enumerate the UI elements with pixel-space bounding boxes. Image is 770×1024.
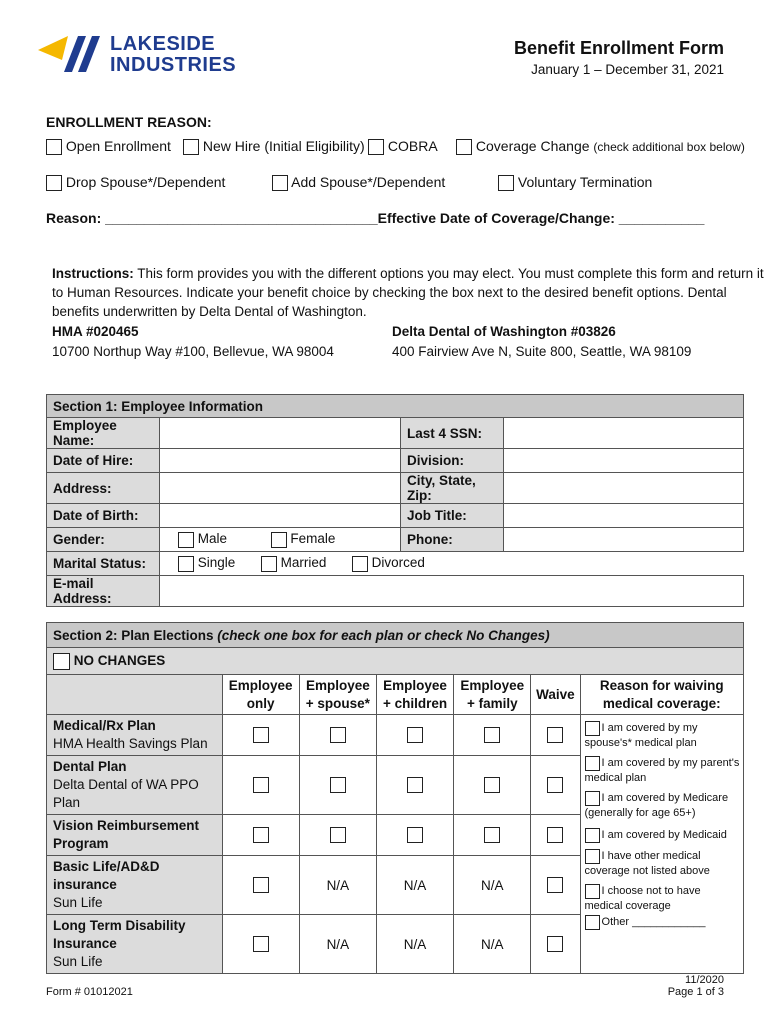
life-family-na: N/A [454, 856, 531, 915]
medical-employee-only-checkbox[interactable] [253, 727, 269, 743]
life-waive-checkbox[interactable] [547, 877, 563, 893]
col-employee-children: Employee + children [376, 675, 453, 715]
medical-employee-children-checkbox[interactable] [407, 727, 423, 743]
form-title: Benefit Enrollment Form [513, 38, 724, 58]
reason-parent-checkbox[interactable] [585, 756, 600, 771]
delta-title: Delta Dental of Washington #03826 [392, 324, 616, 339]
plan-elections-table [46, 622, 744, 974]
cobra-option[interactable] [368, 138, 438, 155]
vision-employee-spouse-checkbox[interactable] [330, 827, 346, 843]
instructions-text-2: to Human Resources. Indicate your benefit choice by checking the box next to the desired benefit options. Dental [52, 285, 727, 300]
male-label: Male [197, 531, 228, 547]
waiver-reasons-list [580, 715, 743, 974]
open-enrollment-option[interactable] [46, 138, 171, 155]
reason-no-coverage-checkbox[interactable] [585, 884, 600, 899]
vision-employee-only-checkbox[interactable] [253, 827, 269, 843]
no-changes-checkbox[interactable] [53, 653, 70, 670]
life-employee-only-checkbox[interactable] [253, 877, 269, 893]
plan-ltd: Long Term Disability Insurance Sun Life [47, 915, 223, 974]
single-checkbox[interactable] [178, 556, 194, 572]
voluntary-termination-label: Voluntary Termination [517, 174, 653, 190]
marital-options [160, 552, 744, 576]
coverage-change-option[interactable] [456, 138, 745, 155]
address-field[interactable] [160, 473, 401, 504]
last4-ssn-field[interactable] [504, 418, 744, 449]
reason-no-coverage[interactable]: I choose not to have medical coverage [584, 885, 701, 912]
medical-employee-family-checkbox[interactable] [484, 727, 500, 743]
dental-employee-children-checkbox[interactable] [407, 777, 423, 793]
divorced-checkbox[interactable] [352, 556, 368, 572]
plan-dental: Dental Plan Delta Dental of WA PPO Plan [47, 756, 223, 815]
hma-title: HMA #020465 [52, 324, 139, 339]
employee-info-table [46, 394, 744, 607]
date-of-hire-label: Date of Hire: [47, 449, 160, 473]
gender-label: Gender: [47, 528, 160, 552]
enroll-row2 [46, 174, 746, 194]
date-of-hire-field[interactable] [160, 449, 401, 473]
married-checkbox[interactable] [261, 556, 277, 572]
vision-waive-checkbox[interactable] [547, 827, 563, 843]
city-state-zip-label: City, State, Zip: [401, 473, 504, 504]
instructions-block [52, 264, 764, 321]
job-title-label: Job Title: [401, 504, 504, 528]
add-spouse-checkbox[interactable] [272, 175, 288, 191]
section2-title-note: (check one box for each plan or check No Changes) [213, 627, 550, 643]
add-spouse-label: Add Spouse*/Dependent [291, 174, 446, 190]
page-number: Page 1 of 3 [667, 986, 724, 998]
marital-status-label: Marital Status: [47, 552, 160, 576]
instructions-text-3: benefits underwritten by Delta Dental of Washington. [52, 304, 367, 319]
enrollment-heading: ENROLLMENT REASON: [46, 114, 212, 130]
col-employee-spouse: Employee + spouse* [299, 675, 376, 715]
reason-medicaid-checkbox[interactable] [585, 828, 600, 843]
coverage-change-checkbox[interactable] [456, 139, 472, 155]
email-field[interactable] [160, 576, 744, 607]
cobra-label: COBRA [387, 138, 438, 154]
ltd-spouse-na: N/A [299, 915, 376, 974]
col-employee-family: Employee + family [454, 675, 531, 715]
ltd-waive-checkbox[interactable] [547, 936, 563, 952]
drop-spouse-label: Drop Spouse*/Dependent [65, 174, 226, 190]
form-dates: January 1 – December 31, 2021 [531, 62, 724, 77]
phone-label: Phone: [401, 528, 504, 552]
no-changes-row [47, 648, 744, 675]
instructions-text-1: This form provides you with the different options you may elect. You must complete this form and return it [133, 266, 764, 281]
life-spouse-na: N/A [299, 856, 376, 915]
job-title-field[interactable] [504, 504, 744, 528]
new-hire-label: New Hire (Initial Eligibility) [202, 138, 365, 154]
new-hire-checkbox[interactable] [183, 139, 199, 155]
address-label: Address: [47, 473, 160, 504]
coverage-change-label: Coverage Change [475, 138, 590, 154]
enroll-row1 [46, 138, 746, 158]
life-children-na: N/A [376, 856, 453, 915]
dob-label: Date of Birth: [47, 504, 160, 528]
dental-employee-family-checkbox[interactable] [484, 777, 500, 793]
col-waive: Waive [531, 675, 580, 715]
reason-other-coverage[interactable]: I have other medical coverage not listed above [584, 850, 710, 877]
add-spouse-option[interactable] [272, 174, 445, 191]
reason-other-checkbox[interactable] [585, 915, 600, 930]
ltd-children-na: N/A [376, 915, 453, 974]
employee-name-field[interactable] [160, 418, 401, 449]
open-enrollment-checkbox[interactable] [46, 139, 62, 155]
last4-ssn-label: Last 4 SSN: [401, 418, 504, 449]
open-enrollment-label: Open Enrollment [65, 138, 171, 154]
email-label: E-mail Address: [47, 576, 160, 607]
voluntary-termination-checkbox[interactable] [498, 175, 514, 191]
female-label: Female [290, 531, 336, 547]
gender-options [160, 528, 401, 552]
medical-waive-checkbox[interactable] [547, 727, 563, 743]
ltd-employee-only-checkbox[interactable] [253, 936, 269, 952]
phone-field[interactable] [504, 528, 744, 552]
no-changes-label: NO CHANGES [73, 652, 166, 668]
reason-parent-plan[interactable]: I am covered by my parent's medical plan [584, 757, 740, 784]
cobra-checkbox[interactable] [368, 139, 384, 155]
drop-spouse-checkbox[interactable] [46, 175, 62, 191]
company-logo [38, 32, 238, 76]
new-hire-option[interactable] [183, 138, 365, 155]
single-label: Single [197, 555, 236, 571]
divorced-label: Divorced [371, 555, 425, 571]
plan-medical: Medical/Rx Plan HMA Health Savings Plan [47, 715, 223, 756]
medical-employee-spouse-checkbox[interactable] [330, 727, 346, 743]
col-reason-waiving: Reason for waiving medical coverage: [580, 675, 743, 715]
col-employee-only: Employee only [222, 675, 299, 715]
logo-mark-icon [38, 32, 104, 76]
city-state-zip-field[interactable] [504, 473, 744, 504]
dental-employee-spouse-checkbox[interactable] [330, 777, 346, 793]
employee-name-label: Employee Name: [47, 418, 160, 449]
reason-medicaid[interactable]: I am covered by Medicaid [585, 828, 741, 843]
ltd-family-na: N/A [454, 915, 531, 974]
reason-effective-line: Reason: ___________________________________Effective Date of Coverage/Change: ___________ [46, 210, 705, 226]
logo-text-line1: LAKESIDE [110, 33, 216, 55]
section1-title: Section 1: Employee Information [47, 395, 744, 418]
married-label: Married [280, 555, 327, 571]
reason-spouse-checkbox[interactable] [585, 721, 600, 736]
delta-info [392, 322, 691, 362]
vision-employee-children-checkbox[interactable] [407, 827, 423, 843]
plan-header-blank [47, 675, 223, 715]
logo-text-line2: INDUSTRIES [110, 54, 237, 76]
drop-spouse-option[interactable] [46, 174, 225, 191]
vision-employee-family-checkbox[interactable] [484, 827, 500, 843]
hma-address: 10700 Northup Way #100, Bellevue, WA 98004 [52, 344, 334, 359]
dental-employee-only-checkbox[interactable] [253, 777, 269, 793]
dental-waive-checkbox[interactable] [547, 777, 563, 793]
hma-info [52, 322, 334, 362]
reason-spouse-plan[interactable]: I am covered by my spouse's* medical plan [584, 722, 698, 749]
section2-title: Section 2: Plan Elections [53, 627, 214, 643]
female-checkbox[interactable] [271, 532, 287, 548]
division-label: Division: [401, 449, 504, 473]
male-checkbox[interactable] [178, 532, 194, 548]
dob-field[interactable] [160, 504, 401, 528]
plan-vision: Vision Reimbursement Program [47, 815, 223, 856]
delta-address: 400 Fairview Ave N, Suite 800, Seattle, WA 98109 [392, 344, 692, 359]
reason-other-coverage-checkbox[interactable] [585, 849, 600, 864]
coverage-change-note: (check additional box below) [593, 140, 745, 154]
instructions-label: Instructions: [52, 266, 134, 281]
reason-medicare-checkbox[interactable] [585, 791, 600, 806]
section2-title-cell [47, 623, 744, 648]
voluntary-termination-option[interactable] [498, 174, 652, 191]
reason-medicare[interactable]: I am covered by Medicare (generally for age 65+) [584, 792, 729, 819]
plan-basic-life: Basic Life/AD&D insurance Sun Life [47, 856, 223, 915]
footer-date: 11/2020 [685, 974, 724, 986]
reason-other[interactable]: Other ____________ [585, 915, 741, 930]
form-number: Form # 01012021 [46, 986, 133, 998]
division-field[interactable] [504, 449, 744, 473]
